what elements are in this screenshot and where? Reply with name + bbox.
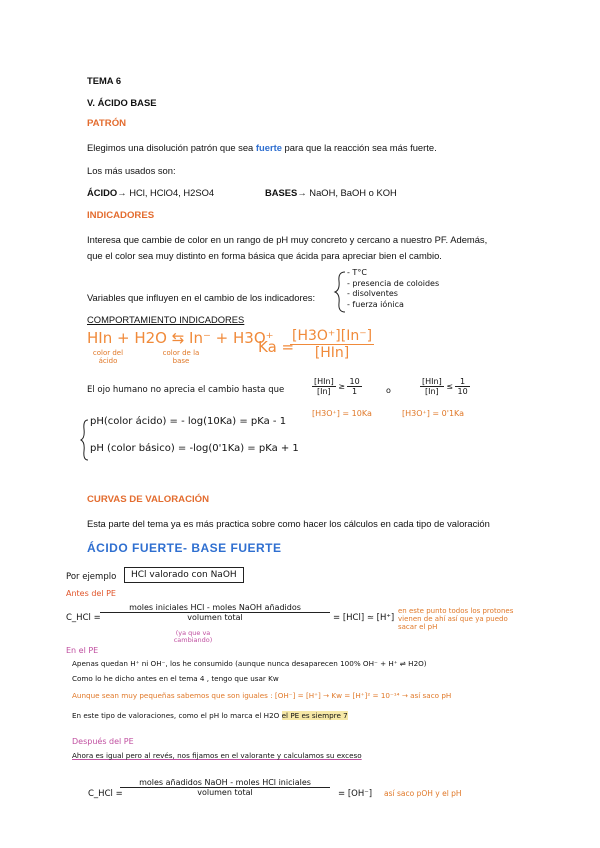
ratio-2 <box>420 377 470 396</box>
patron-line-pre: Elegimos una disolución patrón que sea <box>87 142 256 153</box>
despues-pe-line: Ahora es igual pero al revés, nos fijamos en el valorante y calculamos su exceso <box>72 751 362 760</box>
patron-used: Los más usados son: <box>87 165 176 176</box>
variables-brace <box>333 270 347 314</box>
ka-fraction <box>290 328 374 361</box>
curvas-text: Esta parte del tema ya es más practica sobre como hacer los cálculos en cada tipo de valoración <box>87 518 490 529</box>
ratio-1-val-den: 1 <box>352 387 358 396</box>
h3o-10ka: [H3O⁺] = 10Ka <box>312 409 372 418</box>
en-pe-line-1: Apenas quedan H⁺ ni OH⁻, los he consumido (aunque nunca desaparecen 100% OH⁻ + H⁺ ⇌ H2O) <box>72 659 427 668</box>
en-pe-line-3: Aunque sean muy pequeñas sabemos que son iguales : [OH⁻] = [H⁺] → Kw = [H⁺]² = 10⁻¹⁴ → así saco pH <box>72 691 452 700</box>
ejemplo-box: HCl valorado con NaOH <box>124 567 244 583</box>
indicadores-p1: Interesa que cambie de color en un rango de pH muy concreto y cercano a nuestro PF. Además, <box>87 234 488 245</box>
color-acido-label: color del ácido <box>92 349 124 365</box>
volumen-note: (ya que va cambiando) <box>173 629 213 644</box>
ph-color-acido: pH(color ácido) = - log(10Ka) = pKa - 1 <box>90 416 287 427</box>
c-hcl2-denominator: volumen total <box>197 788 253 797</box>
section-title: V. ÁCIDO BASE <box>87 97 157 108</box>
oh-note: así saco pOH y el pH <box>384 789 462 798</box>
ratio-2-den: [In] <box>425 387 439 396</box>
ratio-1-relation: ≥ <box>338 382 345 391</box>
c-hcl-fraction-before <box>100 603 330 622</box>
c-hcl-equals: = [HCl] ≃ [H⁺] <box>333 613 395 623</box>
curvas-heading: CURVAS DE VALORACIÓN <box>87 494 210 505</box>
bases-list: → NaOH, BaOH o KOH <box>297 187 397 198</box>
ph-color-basico: pH (color básico) = -log(0'1Ka) = pKa + 1 <box>90 443 299 454</box>
variable-item: - presencia de coloides <box>347 278 440 288</box>
oh-equals: = [OH⁻] <box>338 789 373 799</box>
en-pe-line-4 <box>72 711 348 720</box>
ka-lhs: Ka = <box>258 338 295 356</box>
variables-list <box>347 268 439 310</box>
patron-line <box>87 142 437 153</box>
variable-item: - T°C <box>347 268 367 277</box>
ejemplo-label: Por ejemplo <box>66 572 117 582</box>
acido-label: ÁCIDO <box>87 187 118 198</box>
indicadores-p2: que el color sea muy distinto en forma básica que ácida para apreciar bien el cambio. <box>87 250 442 261</box>
acido-fuerte-base-fuerte-title: ÁCIDO FUERTE- BASE FUERTE <box>87 541 282 555</box>
ratio-2-num: [HIn] <box>422 377 442 386</box>
c-hcl-lhs: C_HCl = <box>66 613 101 623</box>
ka-denominator: [HIn] <box>314 345 350 361</box>
indicator-reaction: HIn + H2O ⇆ In⁻ + H3O⁺ <box>87 329 274 347</box>
antes-pe-label: Antes del PE <box>66 589 116 598</box>
ratio-1 <box>312 377 362 396</box>
bases-row <box>265 187 397 198</box>
patron-heading: PATRÓN <box>87 118 127 129</box>
en-pe-line-4-text: En este tipo de valoraciones, como el pH lo marca el H2O <box>72 711 280 720</box>
en-pe-line-2: Como lo he dicho antes en el tema 4 , tengo que usar Kw <box>72 674 279 683</box>
c-hcl-fraction-after <box>120 778 330 797</box>
pe-siempre-7: el PE es siempre 7 <box>281 711 348 720</box>
ratio-1-num: [HIn] <box>314 377 334 386</box>
ratio-2-val-den: 10 <box>457 387 468 396</box>
antes-pe-note: en este punto todos los protones vienen de ahí así que ya puedo sacar el pH <box>398 607 514 631</box>
topic-number: TEMA 6 <box>87 75 122 86</box>
en-pe-label: En el PE <box>66 646 99 655</box>
c-hcl-denominator: volumen total <box>187 613 243 622</box>
patron-line-post: para que la reacción sea más fuerte. <box>281 142 437 153</box>
h3o-01ka: [H3O⁺] = 0'1Ka <box>402 409 465 418</box>
patron-line-emphasis: fuerte <box>255 142 282 153</box>
variable-item: - disolventes <box>347 289 398 298</box>
ratio-1-val-num: 10 <box>349 377 360 386</box>
despues-pe-label: Después del PE <box>72 737 134 746</box>
variables-label: Variables que influyen en el cambio de los indicadores: <box>87 292 316 303</box>
ratio-2-val-num: 1 <box>455 377 469 387</box>
indicadores-heading: INDICADORES <box>87 210 155 221</box>
ratio-2-relation: ≤ <box>446 382 453 391</box>
comportamiento-heading: COMPORTAMIENTO INDICADORES <box>87 314 245 325</box>
bases-label: BASES <box>265 187 298 198</box>
c-hcl-numerator: moles iniciales HCl - moles NaOH añadidos <box>100 603 330 613</box>
acido-list: → HCl, HClO4, H2SO4 <box>117 187 215 198</box>
color-base-label: color de la base <box>162 349 200 365</box>
ka-numerator: [H3O⁺][In⁻] <box>292 328 373 344</box>
or-label: o <box>386 386 391 395</box>
ratio-1-den: [In] <box>317 387 331 396</box>
eye-text: El ojo humano no aprecia el cambio hasta que <box>87 385 285 395</box>
ph-brace <box>80 418 90 462</box>
variable-item: - fuerza iónica <box>347 299 404 309</box>
acido-row <box>87 187 214 198</box>
c-hcl2-lhs: C_HCl = <box>88 789 123 799</box>
c-hcl2-numerator: moles añadidos NaOH - moles HCl iniciales <box>120 778 330 788</box>
